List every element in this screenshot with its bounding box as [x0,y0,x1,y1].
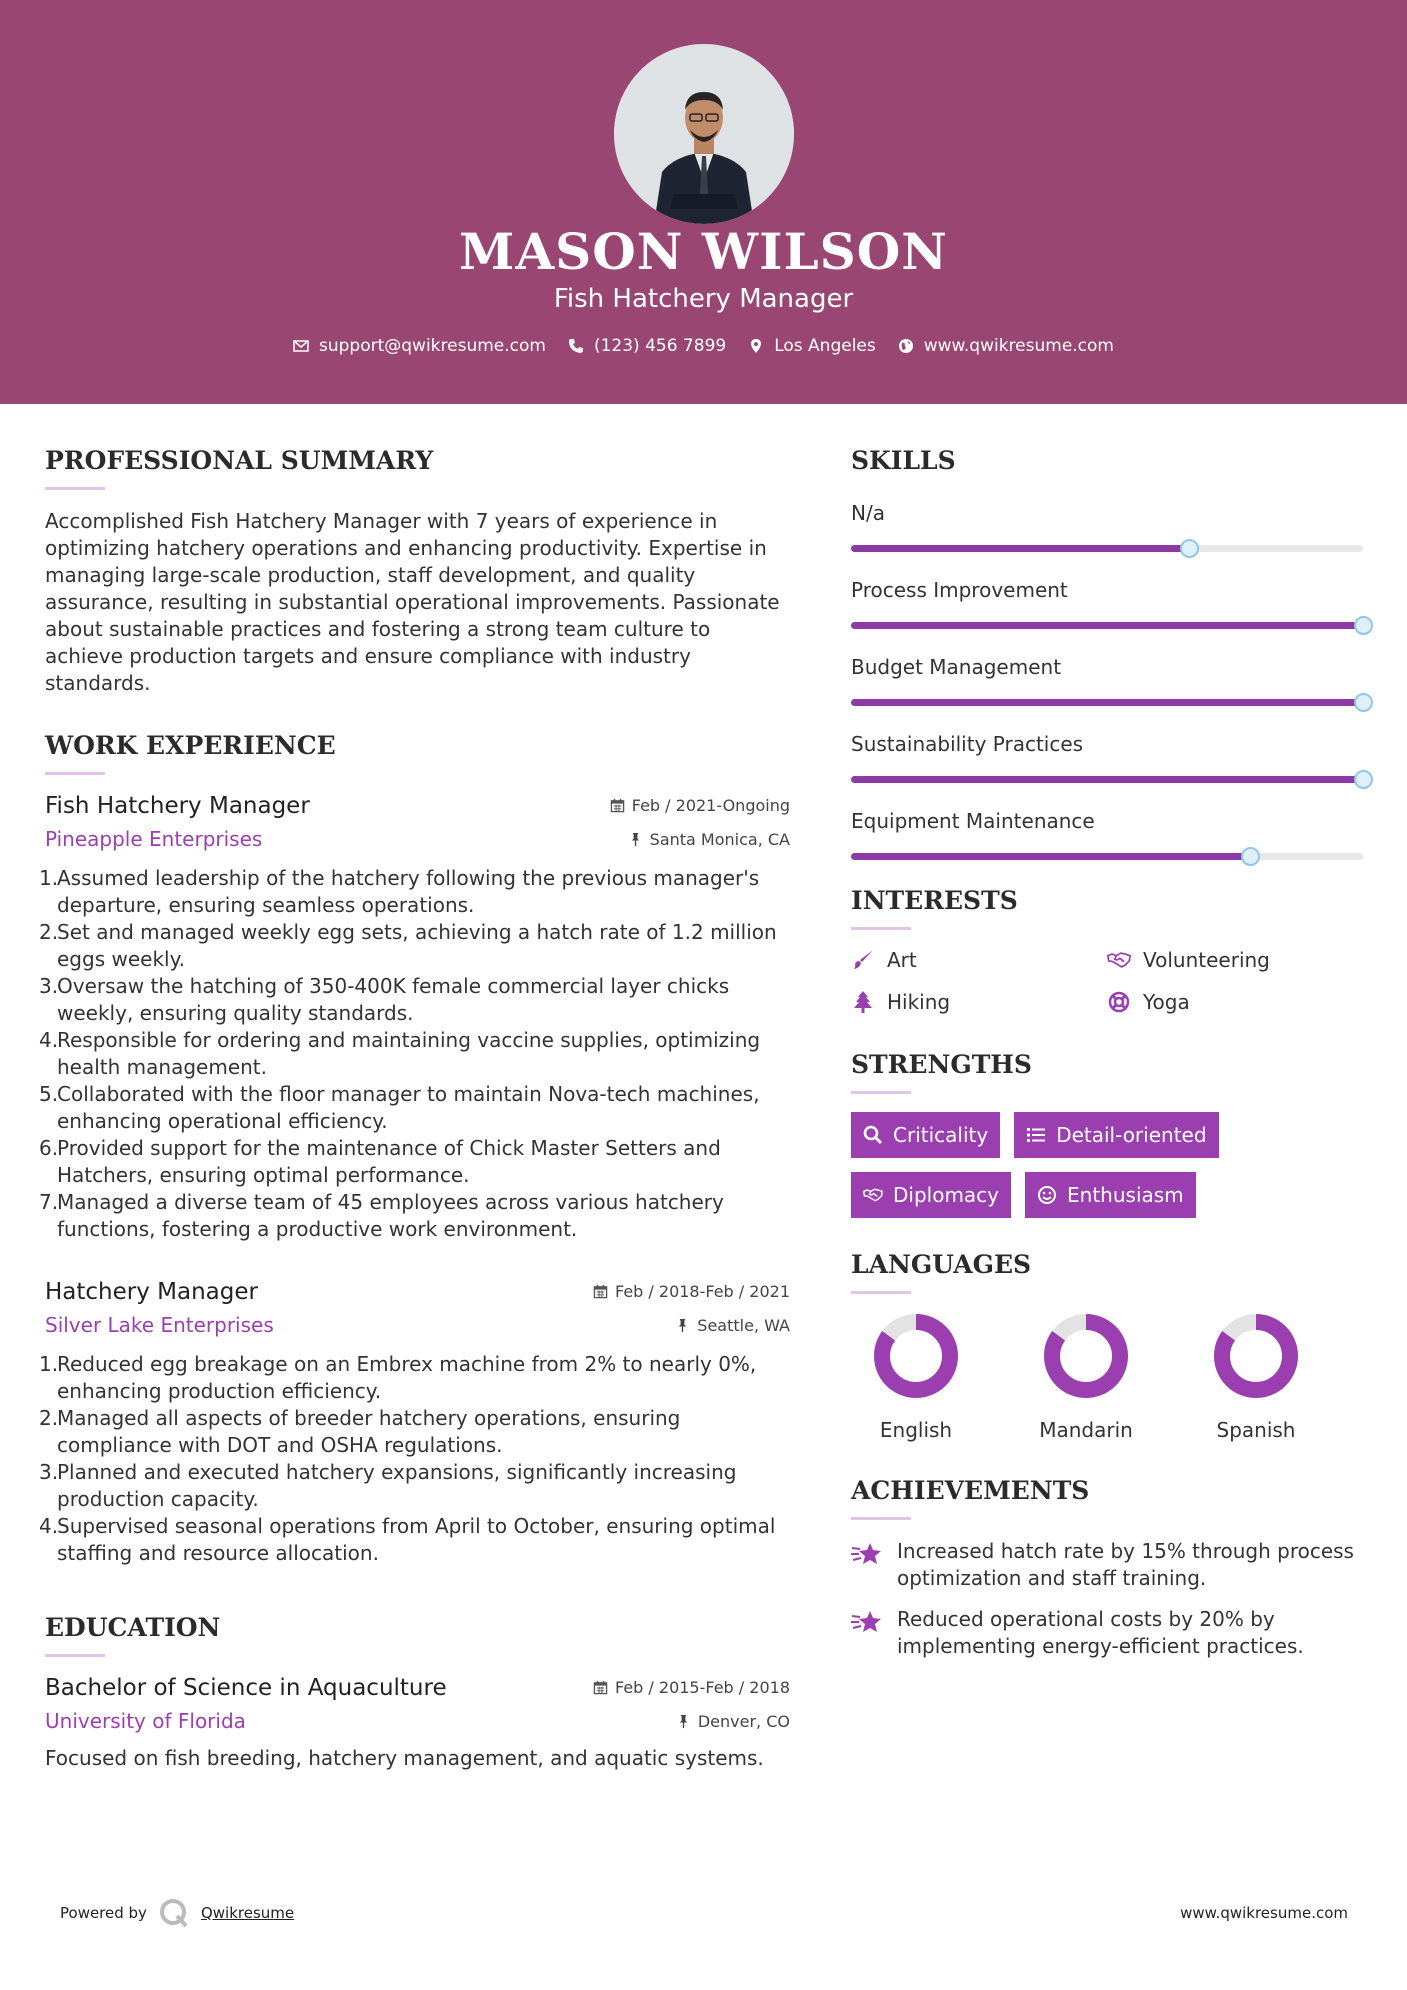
contact-phone[interactable] [568,336,726,356]
globe-icon [898,338,914,354]
achievement-item: Reduced operational costs by 20% by implementing energy-efficient practices. [851,1606,1366,1660]
section-title: SKILLS [851,446,956,475]
section-divider [851,1291,911,1294]
contact-location [748,336,876,356]
qwikresume-logo-icon [159,1898,189,1928]
contact-bar [0,336,1407,356]
job-title: Hatchery Manager [45,1279,258,1305]
search-icon [863,1125,883,1145]
skill-fill [851,622,1363,629]
skill-knob [1354,616,1373,635]
list-item: 4. Supervised seasonal operations from April to October, ensuring optimal staffing and resource allocation. [39,1514,776,1565]
interest-item: Volunteering [1107,948,1363,972]
language-label: Spanish [1216,1418,1296,1442]
right-column [851,446,1366,1674]
paintbrush-icon [851,949,875,971]
job-date: Feb / 2018-Feb / 2021 [593,1282,790,1301]
skill-knob [1354,770,1373,789]
skill-item [851,501,1366,552]
skill-label: Process Improvement [851,578,1068,602]
envelope-icon [293,338,309,354]
skill-label: N/a [851,501,885,525]
section-divider [45,487,105,490]
calendar-icon [593,1680,608,1695]
skill-knob [1180,539,1199,558]
skills-list [851,501,1366,860]
skill-knob [1241,847,1260,866]
list-item: 2. Set and managed weekly egg sets, achieving a hatch rate of 1.2 million eggs weekly. [39,920,777,971]
experience-section [39,731,790,1567]
skill-item [851,578,1366,629]
map-pin-icon [748,338,764,354]
section-title: STRENGTHS [851,1050,1032,1079]
job-title: Fish Hatchery Manager [45,793,310,819]
contact-location-text: Los Angeles [774,336,876,356]
skill-bar [851,545,1363,552]
skill-label: Budget Management [851,655,1062,679]
pushpin-icon [676,1714,691,1729]
skill-bar [851,776,1363,783]
section-divider [851,1091,911,1094]
skill-item [851,732,1366,783]
job-bullets [39,865,790,1243]
contact-phone-text: (123) 456 7899 [593,336,727,356]
languages-section [851,1250,1366,1442]
job-entry [39,1279,790,1567]
skills-section [851,446,1366,860]
interests-section [851,886,1366,1014]
education-location: Denver, CO [676,1712,790,1731]
calendar-icon [610,798,625,813]
language-item [1029,1312,1143,1442]
skill-fill [851,545,1189,552]
education-description: Focused on fish breeding, hatchery management, and aquatic systems. [45,1746,764,1770]
section-title: LANGUAGES [851,1250,1032,1279]
section-divider [45,1654,105,1657]
contact-website-text: www.qwikresume.com [923,336,1114,356]
strength-tags [851,1112,1271,1218]
contact-email[interactable] [293,336,546,356]
section-divider [851,927,911,930]
job-location: Santa Monica, CA [628,830,790,849]
list-item: 7. Managed a diverse team of 45 employees across various hatchery functions, fostering a productive work environment. [39,1190,724,1241]
profile-photo [614,44,794,224]
language-label: English [879,1418,953,1442]
languages-list [859,1312,1366,1442]
section-divider [45,772,105,775]
smile-icon [1037,1185,1057,1205]
section-title: ACHIEVEMENTS [851,1476,1090,1505]
interest-item: Art [851,948,1107,972]
language-donut [1212,1312,1300,1400]
lifebuoy-icon [1107,991,1131,1013]
section-title: PROFESSIONAL SUMMARY [45,446,434,475]
section-divider [851,1517,911,1520]
section-title: EDUCATION [45,1613,221,1642]
list-icon [1026,1125,1046,1145]
job-bullets [39,1351,790,1567]
education-date: Feb / 2015-Feb / 2018 [593,1678,790,1697]
list-item: 3. Oversaw the hatching of 350-400K female commercial layer chicks weekly, ensuring quality standards. [39,974,730,1025]
summary-section [45,446,790,697]
shooting-star-icon [851,1540,883,1568]
language-donut [1042,1312,1130,1400]
interest-item: Hiking [851,990,1107,1014]
list-item: 4. Responsible for ordering and maintaining vaccine supplies, optimizing health management. [39,1028,761,1079]
list-item: 6. Provided support for the maintenance of Chick Master Setters and Hatchers, ensuring optimal performance. [39,1136,721,1187]
strength-tag: Enthusiasm [1025,1172,1196,1218]
strengths-section [851,1050,1366,1218]
strength-tag: Criticality [851,1112,1000,1158]
company-name: Pineapple Enterprises [45,827,263,851]
calendar-icon [593,1284,608,1299]
strength-tag: Diplomacy [851,1172,1011,1218]
interests-grid [851,948,1366,1014]
skill-bar [851,699,1363,706]
handshake-icon [1107,949,1131,971]
list-item: 5. Collaborated with the floor manager to maintain Nova-tech machines, enhancing operational efficiency. [39,1082,760,1133]
candidate-name: MASON WILSON [459,222,948,281]
tree-icon [851,991,875,1013]
handshake-icon [863,1185,883,1205]
summary-text: Accomplished Fish Hatchery Manager with 7 years of experience in optimizing hatchery operations and enhancing productivity. Expertise in managing large-scale production, staff development, and quality assurance, resulting in substantial operational improvements. Passionate about sustainable practices and fostering a strong team culture to achieve production targets and ensure compliance with industry standards. [45,509,780,695]
job-entry [39,793,790,1243]
list-item: 3. Planned and executed hatchery expansions, significantly increasing production capacity. [39,1460,737,1511]
language-item [859,1312,973,1442]
contact-website[interactable] [898,336,1114,356]
powered-by-label: Powered by [60,1904,147,1922]
education-section [45,1613,790,1772]
shooting-star-icon [851,1608,883,1636]
achievement-item: Increased hatch rate by 15% through process optimization and staff training. [851,1538,1366,1592]
school-name: University of Florida [45,1709,246,1733]
skill-fill [851,699,1363,706]
skill-label: Equipment Maintenance [851,809,1095,833]
skill-label: Sustainability Practices [851,732,1084,756]
candidate-role: Fish Hatchery Manager [553,284,854,314]
language-label: Mandarin [1039,1418,1133,1442]
language-donut [872,1312,960,1400]
skill-bar [851,622,1363,629]
skill-item [851,655,1366,706]
contact-email-text: support@qwikresume.com [319,336,546,356]
skill-item [851,809,1366,860]
language-item [1199,1312,1313,1442]
left-column [39,446,790,1772]
skill-fill [851,853,1250,860]
degree-title: Bachelor of Science in Aquaculture [45,1675,447,1701]
achievements-section [851,1476,1366,1660]
skill-fill [851,776,1363,783]
footer-powered-by [60,1898,294,1928]
job-date: Feb / 2021-Ongoing [610,796,790,815]
pushpin-icon [675,1318,690,1333]
list-item: 2. Managed all aspects of breeder hatchery operations, ensuring compliance with DOT and OSHA regulations. [39,1406,681,1457]
company-name: Silver Lake Enterprises [45,1313,274,1337]
phone-icon [568,338,584,354]
brand-link[interactable]: Qwikresume [200,1904,295,1922]
list-item: 1. Assumed leadership of the hatchery following the previous manager's departure, ensuring seamless operations. [39,866,760,917]
list-item: 1. Reduced egg breakage on an Embrex machine from 2% to nearly 0%, enhancing production efficiency. [39,1352,757,1403]
strength-tag: Detail-oriented [1014,1112,1218,1158]
section-title: INTERESTS [851,886,1018,915]
skill-knob [1354,693,1373,712]
skill-bar [851,853,1363,860]
interest-item: Yoga [1107,990,1363,1014]
section-title: WORK EXPERIENCE [45,731,336,760]
resume-header [0,0,1407,404]
pushpin-icon [628,832,643,847]
footer-website[interactable]: www.qwikresume.com [1180,1904,1348,1922]
job-location: Seattle, WA [675,1316,790,1335]
